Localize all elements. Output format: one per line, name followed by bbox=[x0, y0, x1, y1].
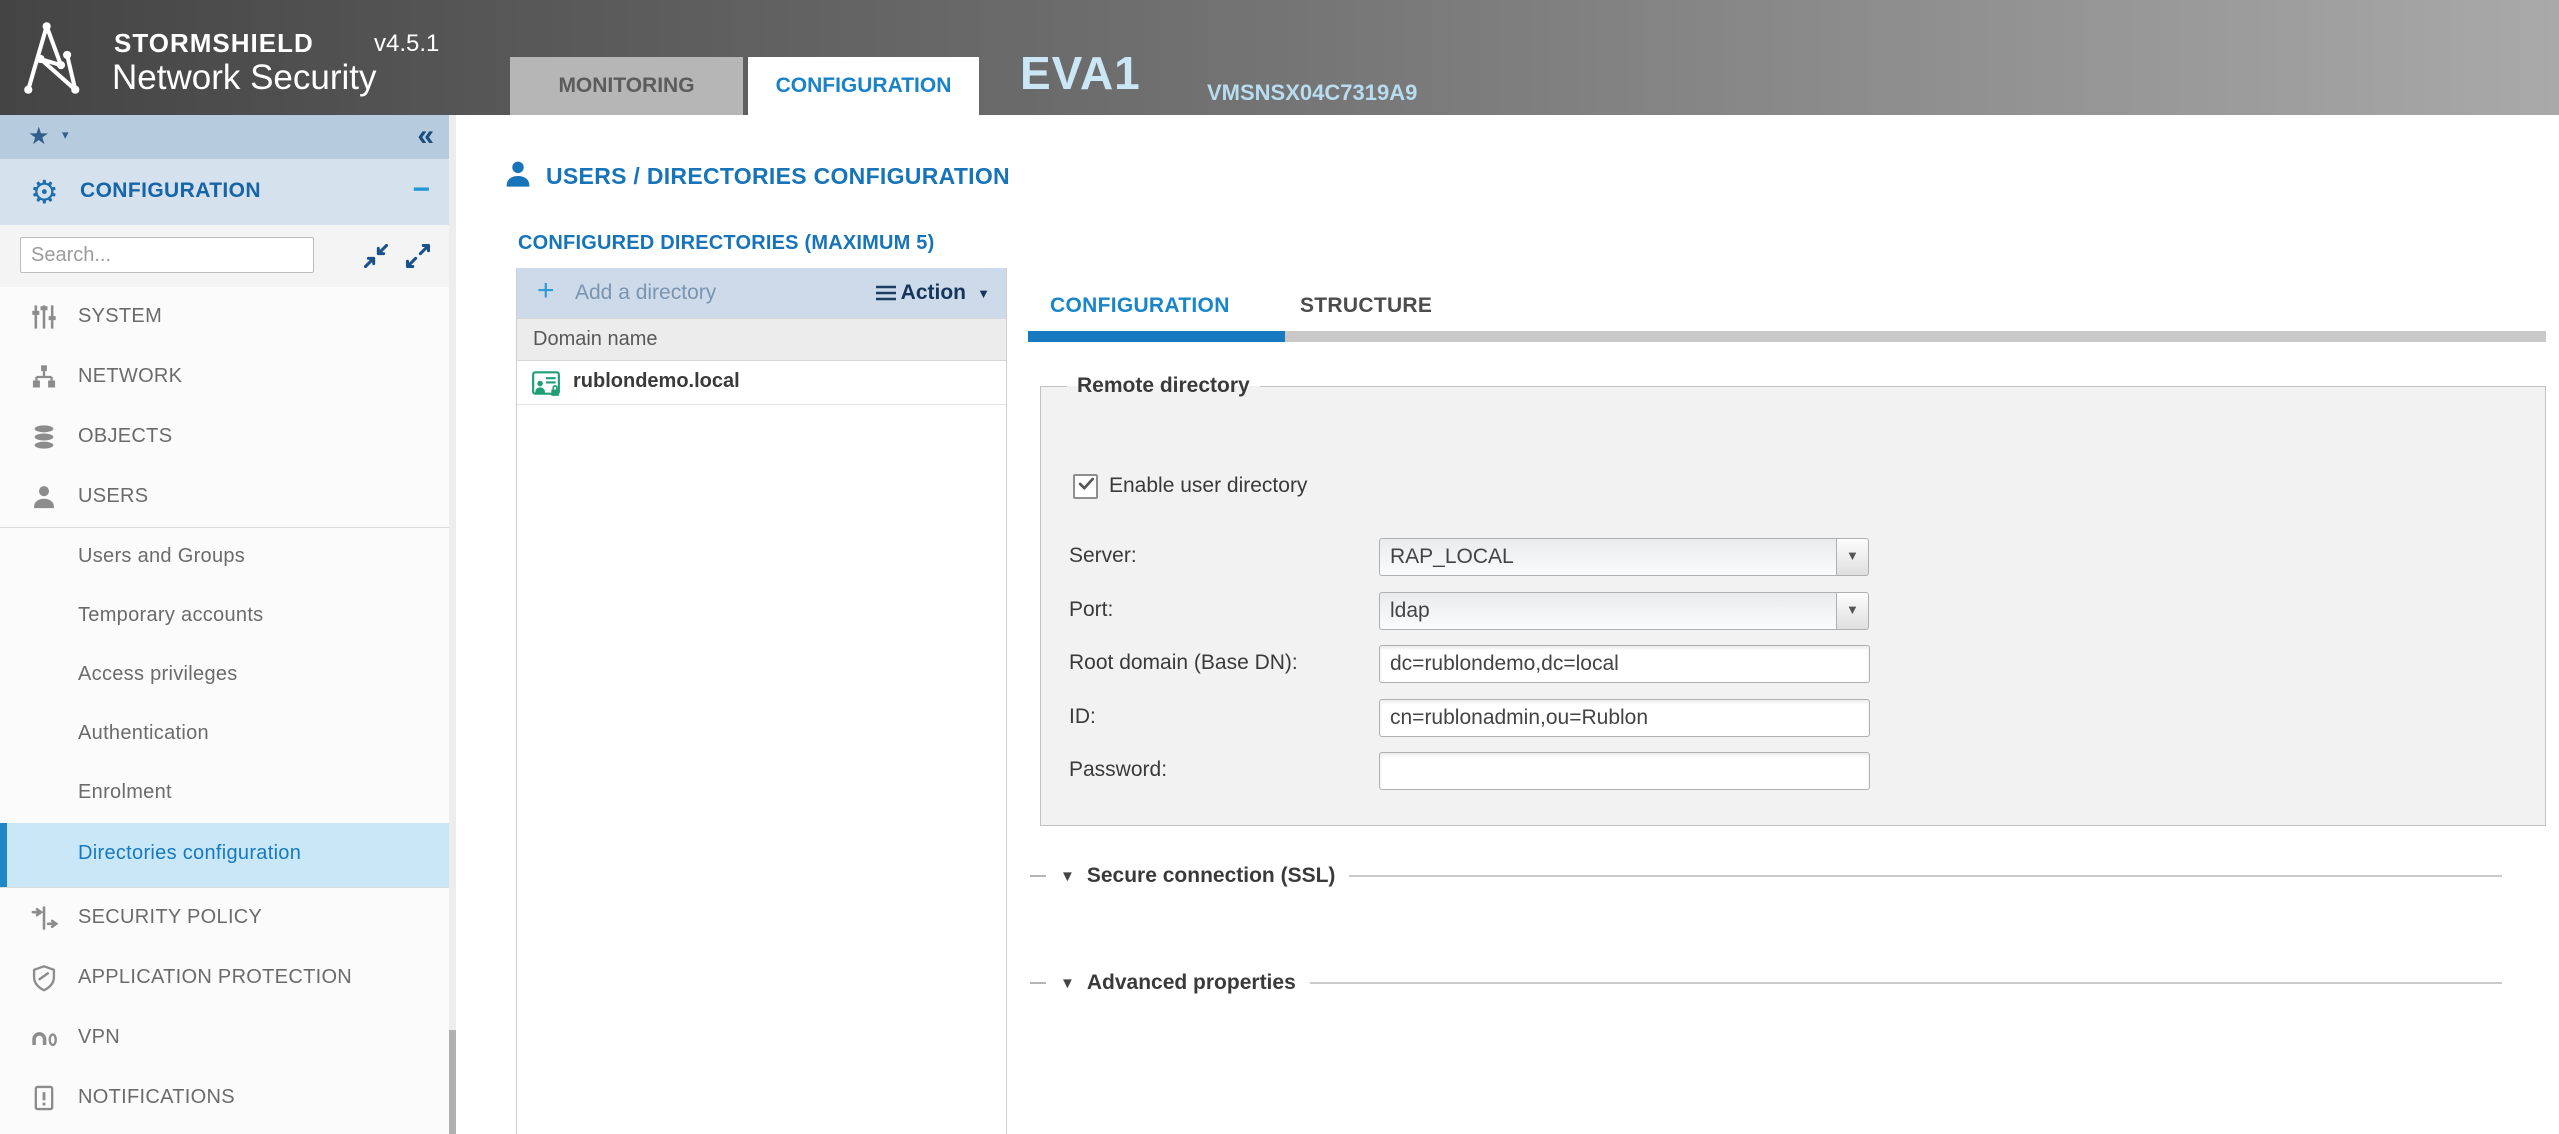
sidebar-item-users-and-groups[interactable]: Users and Groups bbox=[78, 545, 246, 567]
stormshield-logo-icon bbox=[16, 12, 108, 104]
report-alert-icon bbox=[30, 1084, 58, 1112]
tab-directory-structure[interactable]: STRUCTURE bbox=[1300, 294, 1433, 317]
expand-all-icon[interactable] bbox=[404, 242, 432, 270]
sidebar-section-title: CONFIGURATION bbox=[80, 179, 261, 202]
basedn-label: Root domain (Base DN): bbox=[1069, 651, 1298, 674]
users-submenu bbox=[0, 527, 449, 887]
id-field[interactable] bbox=[1379, 699, 1870, 737]
sidebar-scrollbar-thumb[interactable] bbox=[449, 1030, 456, 1134]
sidebar-item-access-privileges[interactable]: Access privileges bbox=[78, 663, 238, 685]
sidebar-scrollbar[interactable] bbox=[449, 115, 456, 1134]
brand-subtitle: Network Security bbox=[112, 58, 377, 97]
remote-directory-fieldset bbox=[1040, 374, 2546, 826]
active-directory-icon bbox=[531, 368, 561, 398]
tab-monitoring[interactable]: MONITORING bbox=[510, 57, 743, 115]
port-label: Port: bbox=[1069, 598, 1114, 621]
top-header bbox=[0, 0, 2559, 115]
brand-title: STORMSHIELD bbox=[114, 28, 314, 58]
sidebar-collapse-icon[interactable] bbox=[417, 119, 434, 153]
chevron-down-icon bbox=[1060, 868, 1075, 885]
server-select-arrow-button[interactable] bbox=[1836, 538, 1869, 576]
sidebar-item-security-policy[interactable]: SECURITY POLICY bbox=[0, 888, 449, 948]
remote-directory-legend: Remote directory bbox=[1077, 374, 1250, 397]
database-icon bbox=[30, 423, 58, 451]
sidebar-item-directories-configuration[interactable]: Directories configuration bbox=[0, 823, 449, 887]
directory-domain-name: rublondemo.local bbox=[573, 370, 740, 392]
directory-list-panel bbox=[516, 268, 1007, 1134]
favorites-bar bbox=[0, 115, 456, 159]
secure-connection-section-header[interactable]: ▼ Secure connection (SSL) bbox=[1030, 859, 2502, 893]
page-title: USERS / DIRECTORIES CONFIGURATION bbox=[546, 163, 1010, 189]
sidebar-item-network[interactable]: NETWORK bbox=[0, 347, 449, 407]
favorites-caret-icon[interactable] bbox=[62, 127, 69, 143]
section-collapse-minus-icon[interactable] bbox=[412, 173, 430, 207]
sidebar-search-row bbox=[0, 225, 456, 287]
sidebar-item-objects[interactable]: OBJECTS bbox=[0, 407, 449, 467]
section-left-dash bbox=[1030, 875, 1046, 877]
brand-version: v4.5.1 bbox=[374, 30, 440, 57]
network-icon bbox=[30, 363, 58, 391]
active-tab-underline bbox=[1028, 331, 1285, 342]
sidebar-section-header[interactable] bbox=[0, 159, 456, 225]
device-serial: VMSNSX04C7319A9 bbox=[1207, 80, 1418, 105]
favorites-star-icon[interactable] bbox=[28, 122, 50, 151]
sidebar-menu bbox=[0, 287, 449, 1128]
port-select[interactable] bbox=[1379, 592, 1836, 630]
add-directory-button[interactable]: Add a directory bbox=[575, 281, 717, 304]
section-divider-line bbox=[1310, 982, 2502, 984]
sidebar-item-temporary-accounts[interactable]: Temporary accounts bbox=[78, 604, 264, 626]
sidebar-item-system[interactable]: SYSTEM bbox=[0, 287, 449, 347]
shield-icon bbox=[30, 964, 58, 992]
directory-row[interactable] bbox=[517, 361, 1006, 405]
traffic-rules-icon bbox=[30, 904, 58, 932]
sidebar-item-users[interactable]: USERS bbox=[0, 467, 449, 527]
chevron-down-icon bbox=[1060, 975, 1075, 992]
configured-directories-heading: CONFIGURED DIRECTORIES (MAXIMUM 5) bbox=[518, 232, 935, 254]
sidebar-item-authentication[interactable]: Authentication bbox=[78, 722, 209, 744]
collapse-all-icon[interactable] bbox=[362, 242, 390, 270]
enable-user-directory-checkbox[interactable] bbox=[1073, 474, 1098, 499]
sidebar bbox=[0, 115, 456, 1134]
sidebar-menu-bottom bbox=[0, 887, 449, 1128]
sidebar-item-vpn[interactable]: VPN bbox=[0, 1008, 449, 1068]
sliders-icon bbox=[30, 303, 58, 331]
action-button[interactable]: Action bbox=[900, 281, 966, 304]
sidebar-item-enrolment[interactable]: Enrolment bbox=[78, 781, 172, 803]
password-label: Password: bbox=[1069, 758, 1168, 781]
checkmark-icon bbox=[1076, 474, 1096, 494]
main-content bbox=[456, 115, 2559, 1134]
domain-name-column-header[interactable]: Domain name bbox=[517, 318, 1006, 361]
basedn-field[interactable] bbox=[1379, 645, 1870, 683]
sidebar-item-notifications[interactable]: NOTIFICATIONS bbox=[0, 1068, 449, 1128]
tab-configuration[interactable]: CONFIGURATION bbox=[748, 57, 979, 115]
user-icon bbox=[30, 483, 58, 511]
section-divider-line bbox=[1349, 875, 2502, 877]
password-field[interactable] bbox=[1379, 752, 1870, 790]
gear-icon bbox=[30, 173, 59, 211]
server-label: Server: bbox=[1069, 544, 1137, 567]
users-page-icon bbox=[502, 158, 534, 190]
tab-directory-configuration[interactable]: CONFIGURATION bbox=[1050, 294, 1230, 317]
server-select[interactable] bbox=[1379, 538, 1836, 576]
enable-user-directory-label: Enable user directory bbox=[1109, 474, 1308, 497]
section-left-dash bbox=[1030, 982, 1046, 984]
advanced-properties-section-header[interactable]: ▼ Advanced properties bbox=[1030, 966, 2502, 1000]
search-input[interactable] bbox=[20, 237, 314, 273]
device-name: EVA1 bbox=[1020, 47, 1141, 99]
id-label: ID: bbox=[1069, 705, 1096, 728]
action-caret-icon[interactable] bbox=[977, 286, 990, 301]
tab-underline-track bbox=[1285, 331, 2546, 342]
vpn-tunnel-icon bbox=[30, 1024, 58, 1052]
sidebar-item-application-protection[interactable]: APPLICATION PROTECTION bbox=[0, 948, 449, 1008]
directory-list-toolbar bbox=[517, 268, 1006, 318]
hamburger-icon bbox=[874, 284, 898, 302]
plus-icon bbox=[537, 274, 555, 308]
port-select-arrow-button[interactable] bbox=[1836, 592, 1869, 630]
